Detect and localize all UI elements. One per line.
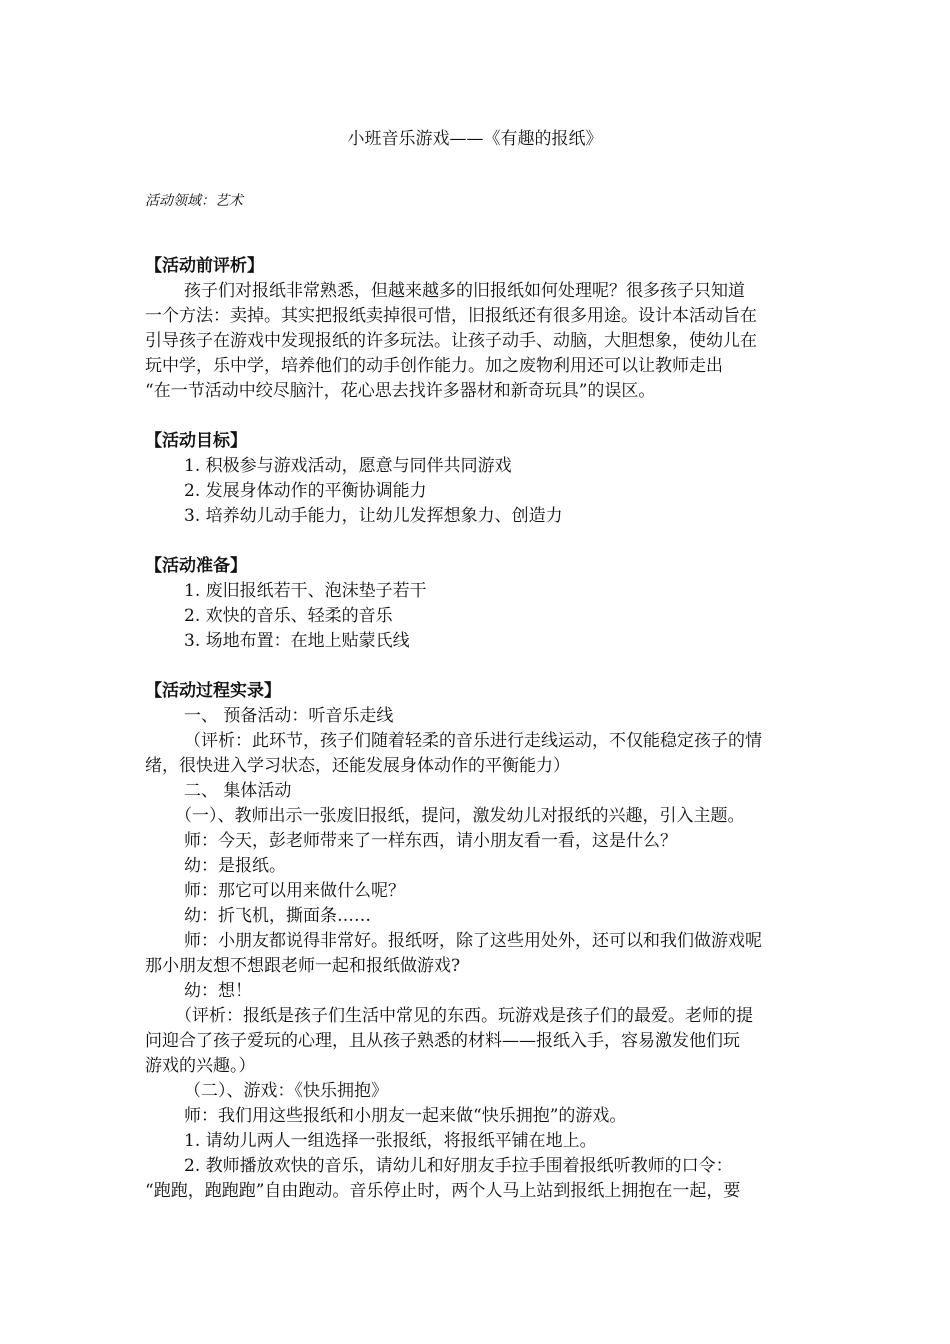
section-heading-pre-analysis: 【活动前评析】 — [145, 256, 264, 276]
process-line: 绪，很快进入学习状态，还能发展身体动作的平衡能力） — [145, 756, 570, 776]
document-title: 小班音乐游戏——《有趣的报纸》 — [347, 129, 603, 149]
paragraph-line: 孩子们对报纸非常熟悉，但越来越多的旧报纸如何处理呢？很多孩子只知道 — [184, 281, 745, 301]
process-line: 幼：折飞机，撕面条…… — [184, 906, 371, 926]
process-line: 师：今天，彭老师带来了一样东西，请小朋友看一看，这是什么？ — [184, 831, 677, 851]
process-line: 师：那它可以用来做什么呢？ — [184, 881, 405, 901]
list-item: 3. 培养幼儿动手能力，让幼儿发挥想象力、创造力 — [184, 506, 563, 526]
process-line: （评析：此环节，孩子们随着轻柔的音乐进行走线运动，不仅能稳定孩子的情 — [184, 731, 762, 751]
process-line: （二）、游戏：《快乐拥抱》 — [184, 1081, 388, 1101]
paragraph-line: 一个方法：卖掉。其实把报纸卖掉很可惜，旧报纸还有很多用途。设计本活动旨在 — [145, 306, 757, 326]
process-line: 那小朋友想不想跟老师一起和报纸做游戏? — [145, 956, 461, 976]
process-line: 游戏的兴趣。） — [145, 1056, 256, 1076]
list-item: 1. 积极参与游戏活动，愿意与同伴共同游戏 — [184, 456, 512, 476]
paragraph-line: “在一节活动中绞尽脑汁，花心思去找许多器材和新奇玩具”的误区。 — [145, 381, 656, 401]
process-line: 幼：想！ — [184, 981, 252, 1001]
list-item: 3. 场地布置：在地上贴蒙氏线 — [184, 631, 410, 651]
section-heading-process: 【活动过程实录】 — [145, 681, 281, 701]
process-line: 师：小朋友都说得非常好。报纸呀，除了这些用处外，还可以和我们做游戏呢 — [184, 931, 762, 951]
process-line: 师：我们用这些报纸和小朋友一起来做“快乐拥抱”的游戏。 — [184, 1106, 627, 1126]
process-line: 2. 教师播放欢快的音乐，请幼儿和好朋友手拉手围着报纸听教师的口令： — [184, 1156, 733, 1176]
process-line: （一）、教师出示一张废旧报纸，提问，激发幼儿对报纸的兴趣，引入主题。 — [175, 806, 745, 826]
process-line: 幼：是报纸。 — [184, 856, 286, 876]
activity-domain: 活动领域：艺术 — [145, 193, 243, 209]
process-line: 一、 预备活动：听音乐走线 — [184, 706, 394, 726]
process-line: 二、 集体活动 — [184, 781, 292, 801]
process-line: 问迎合了孩子爱玩的心理，且从孩子熟悉的材料——报纸入手，容易激发他们玩 — [145, 1031, 740, 1051]
list-item: 1. 废旧报纸若干、泡沫垫子若干 — [184, 581, 427, 601]
section-heading-preparation: 【活动准备】 — [145, 556, 247, 576]
process-line: “跑跑，跑跑跑”自由跑动。音乐停止时，两个人马上站到报纸上拥抱在一起，要 — [145, 1181, 741, 1201]
paragraph-line: 引导孩子在游戏中发现报纸的许多玩法。让孩子动手、动脑，大胆想象，使幼儿在 — [145, 331, 757, 351]
paragraph-line: 玩中学，乐中学，培养他们的动手创作能力。加之废物利用还可以让教师走出 — [145, 356, 723, 376]
process-line: （评析：报纸是孩子们生活中常见的东西。玩游戏是孩子们的最爱。老师的提 — [175, 1006, 753, 1026]
section-heading-goals: 【活动目标】 — [145, 431, 247, 451]
process-line: 1. 请幼儿两人一组选择一张报纸，将报纸平铺在地上。 — [184, 1131, 597, 1151]
list-item: 2. 欢快的音乐、轻柔的音乐 — [184, 606, 393, 626]
list-item: 2. 发展身体动作的平衡协调能力 — [184, 481, 427, 501]
